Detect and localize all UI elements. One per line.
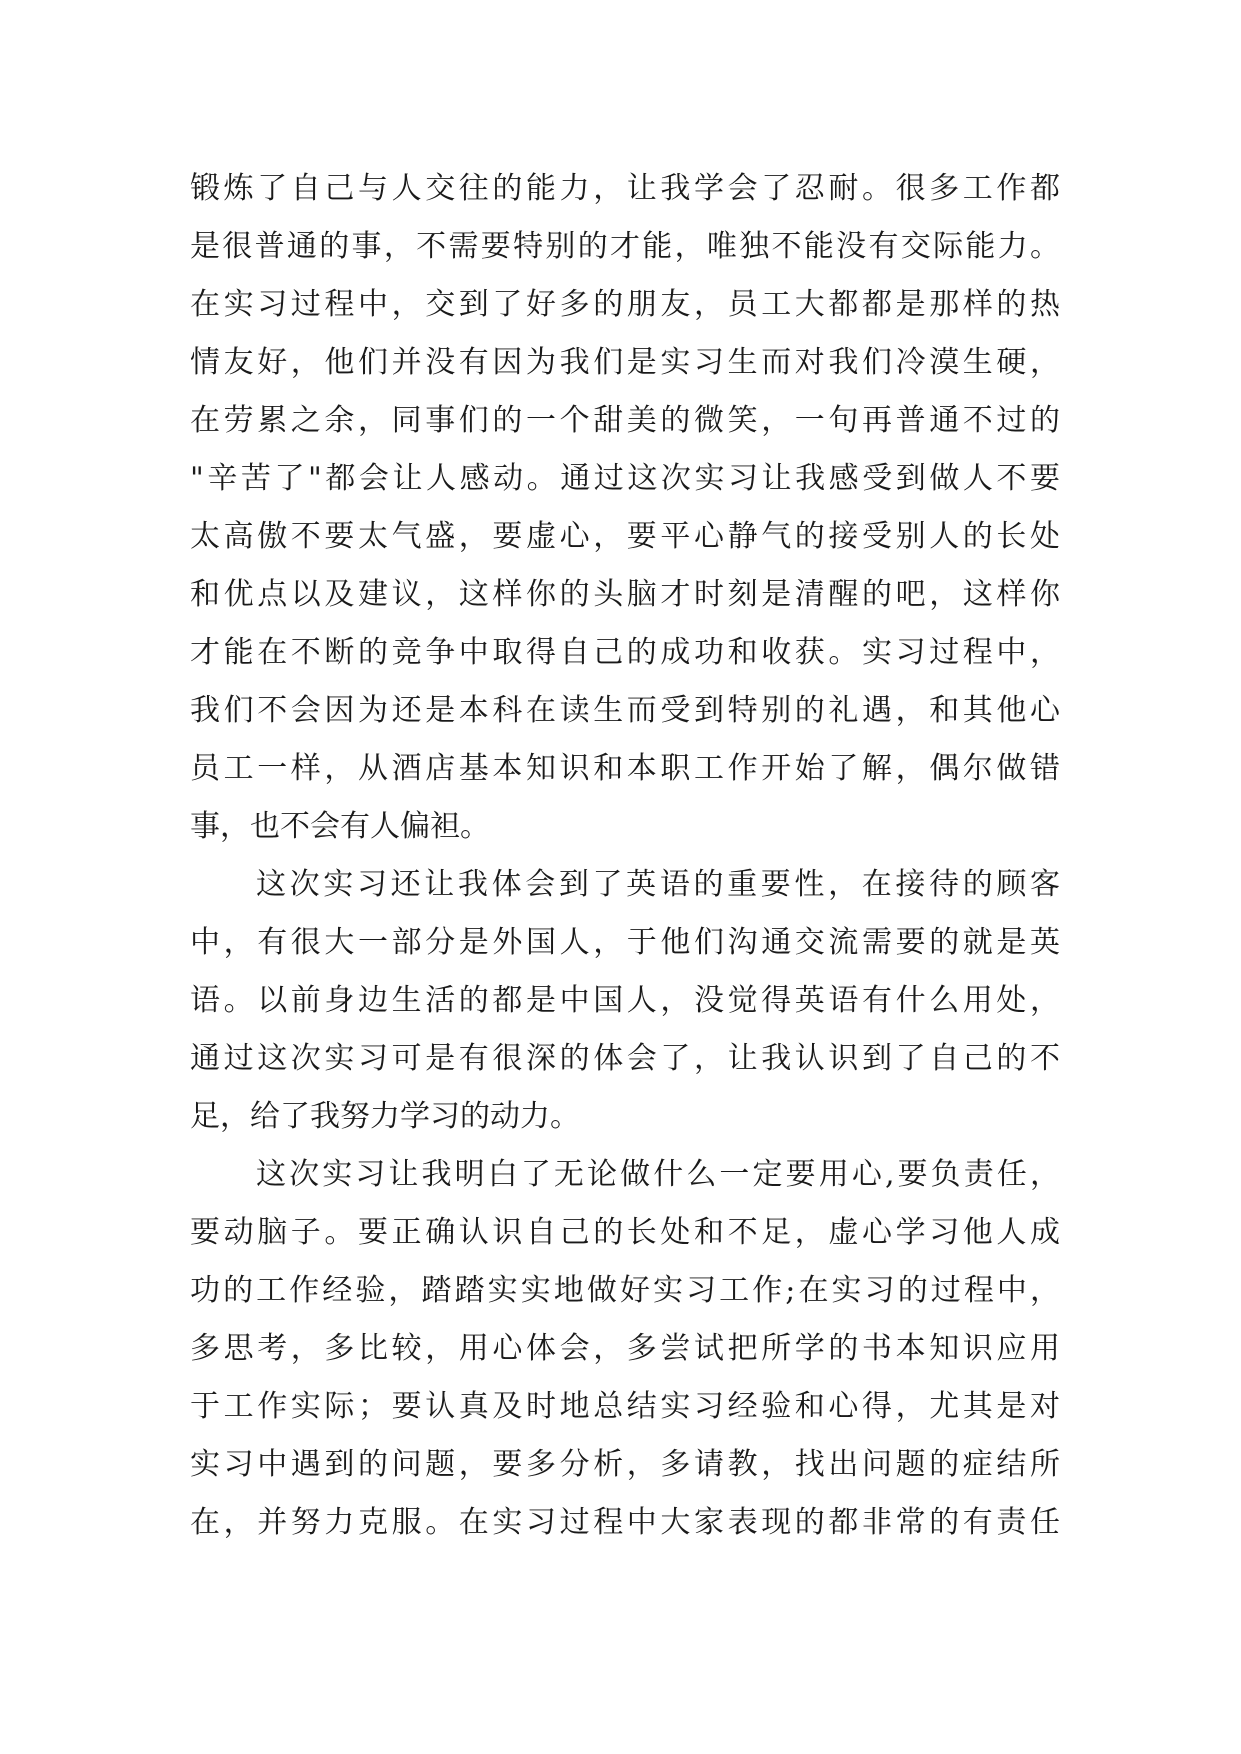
text-line: 事，也不会有人偏袒。 bbox=[190, 809, 490, 844]
text-line: 实习中遇到的问题，要多分析，多请教，找出问题的症结所 bbox=[190, 1447, 1060, 1482]
text-line: 才能在不断的竞争中取得自己的成功和收获。实习过程中， bbox=[190, 635, 1060, 670]
text-line: 情友好，他们并没有因为我们是实习生而对我们冷漠生硬， bbox=[190, 345, 1060, 380]
text-line: 功的工作经验，踏踏实实地做好实习工作;在实习的过程中， bbox=[190, 1273, 1060, 1308]
text-line: 员工一样，从酒店基本知识和本职工作开始了解，偶尔做错 bbox=[190, 751, 1060, 786]
text-line: 通过这次实习可是有很深的体会了，让我认识到了自己的不 bbox=[190, 1041, 1060, 1076]
text-line: 锻炼了自己与人交往的能力，让我学会了忍耐。很多工作都 bbox=[190, 171, 1060, 206]
paragraph-2 bbox=[190, 856, 1060, 1146]
document-body bbox=[190, 160, 1060, 1552]
text-line: 太高傲不要太气盛，要虚心，要平心静气的接受别人的长处 bbox=[190, 519, 1060, 554]
text-line: 语。以前身边生活的都是中国人，没觉得英语有什么用处， bbox=[190, 983, 1060, 1018]
text-line: 足，给了我努力学习的动力。 bbox=[190, 1099, 580, 1134]
text-line: 在劳累之余，同事们的一个甜美的微笑，一句再普通不过的 bbox=[190, 403, 1060, 438]
text-line: 要动脑子。要正确认识自己的长处和不足，虚心学习他人成 bbox=[190, 1215, 1060, 1250]
text-line: "辛苦了"都会让人感动。通过这次实习让我感受到做人不要 bbox=[190, 461, 1060, 496]
text-line: 在，并努力克服。在实习过程中大家表现的都非常的有责任 bbox=[190, 1505, 1060, 1540]
text-line: 和优点以及建议，这样你的头脑才时刻是清醒的吧，这样你 bbox=[190, 577, 1060, 612]
text-line: 在实习过程中，交到了好多的朋友，员工大都都是那样的热 bbox=[190, 287, 1060, 322]
text-line: 这次实习让我明白了无论做什么一定要用心,要负责任， bbox=[256, 1157, 1060, 1192]
text-line: 中，有很大一部分是外国人，于他们沟通交流需要的就是英 bbox=[190, 925, 1060, 960]
paragraph-1 bbox=[190, 160, 1060, 856]
paragraph-3 bbox=[190, 1146, 1060, 1552]
text-line: 于工作实际；要认真及时地总结实习经验和心得，尤其是对 bbox=[190, 1389, 1060, 1424]
text-line: 多思考，多比较，用心体会，多尝试把所学的书本知识应用 bbox=[190, 1331, 1060, 1366]
text-line: 是很普通的事，不需要特别的才能，唯独不能没有交际能力。 bbox=[190, 229, 1060, 264]
text-line: 我们不会因为还是本科在读生而受到特别的礼遇，和其他心 bbox=[190, 693, 1060, 728]
text-line: 这次实习还让我体会到了英语的重要性，在接待的顾客 bbox=[256, 867, 1060, 902]
